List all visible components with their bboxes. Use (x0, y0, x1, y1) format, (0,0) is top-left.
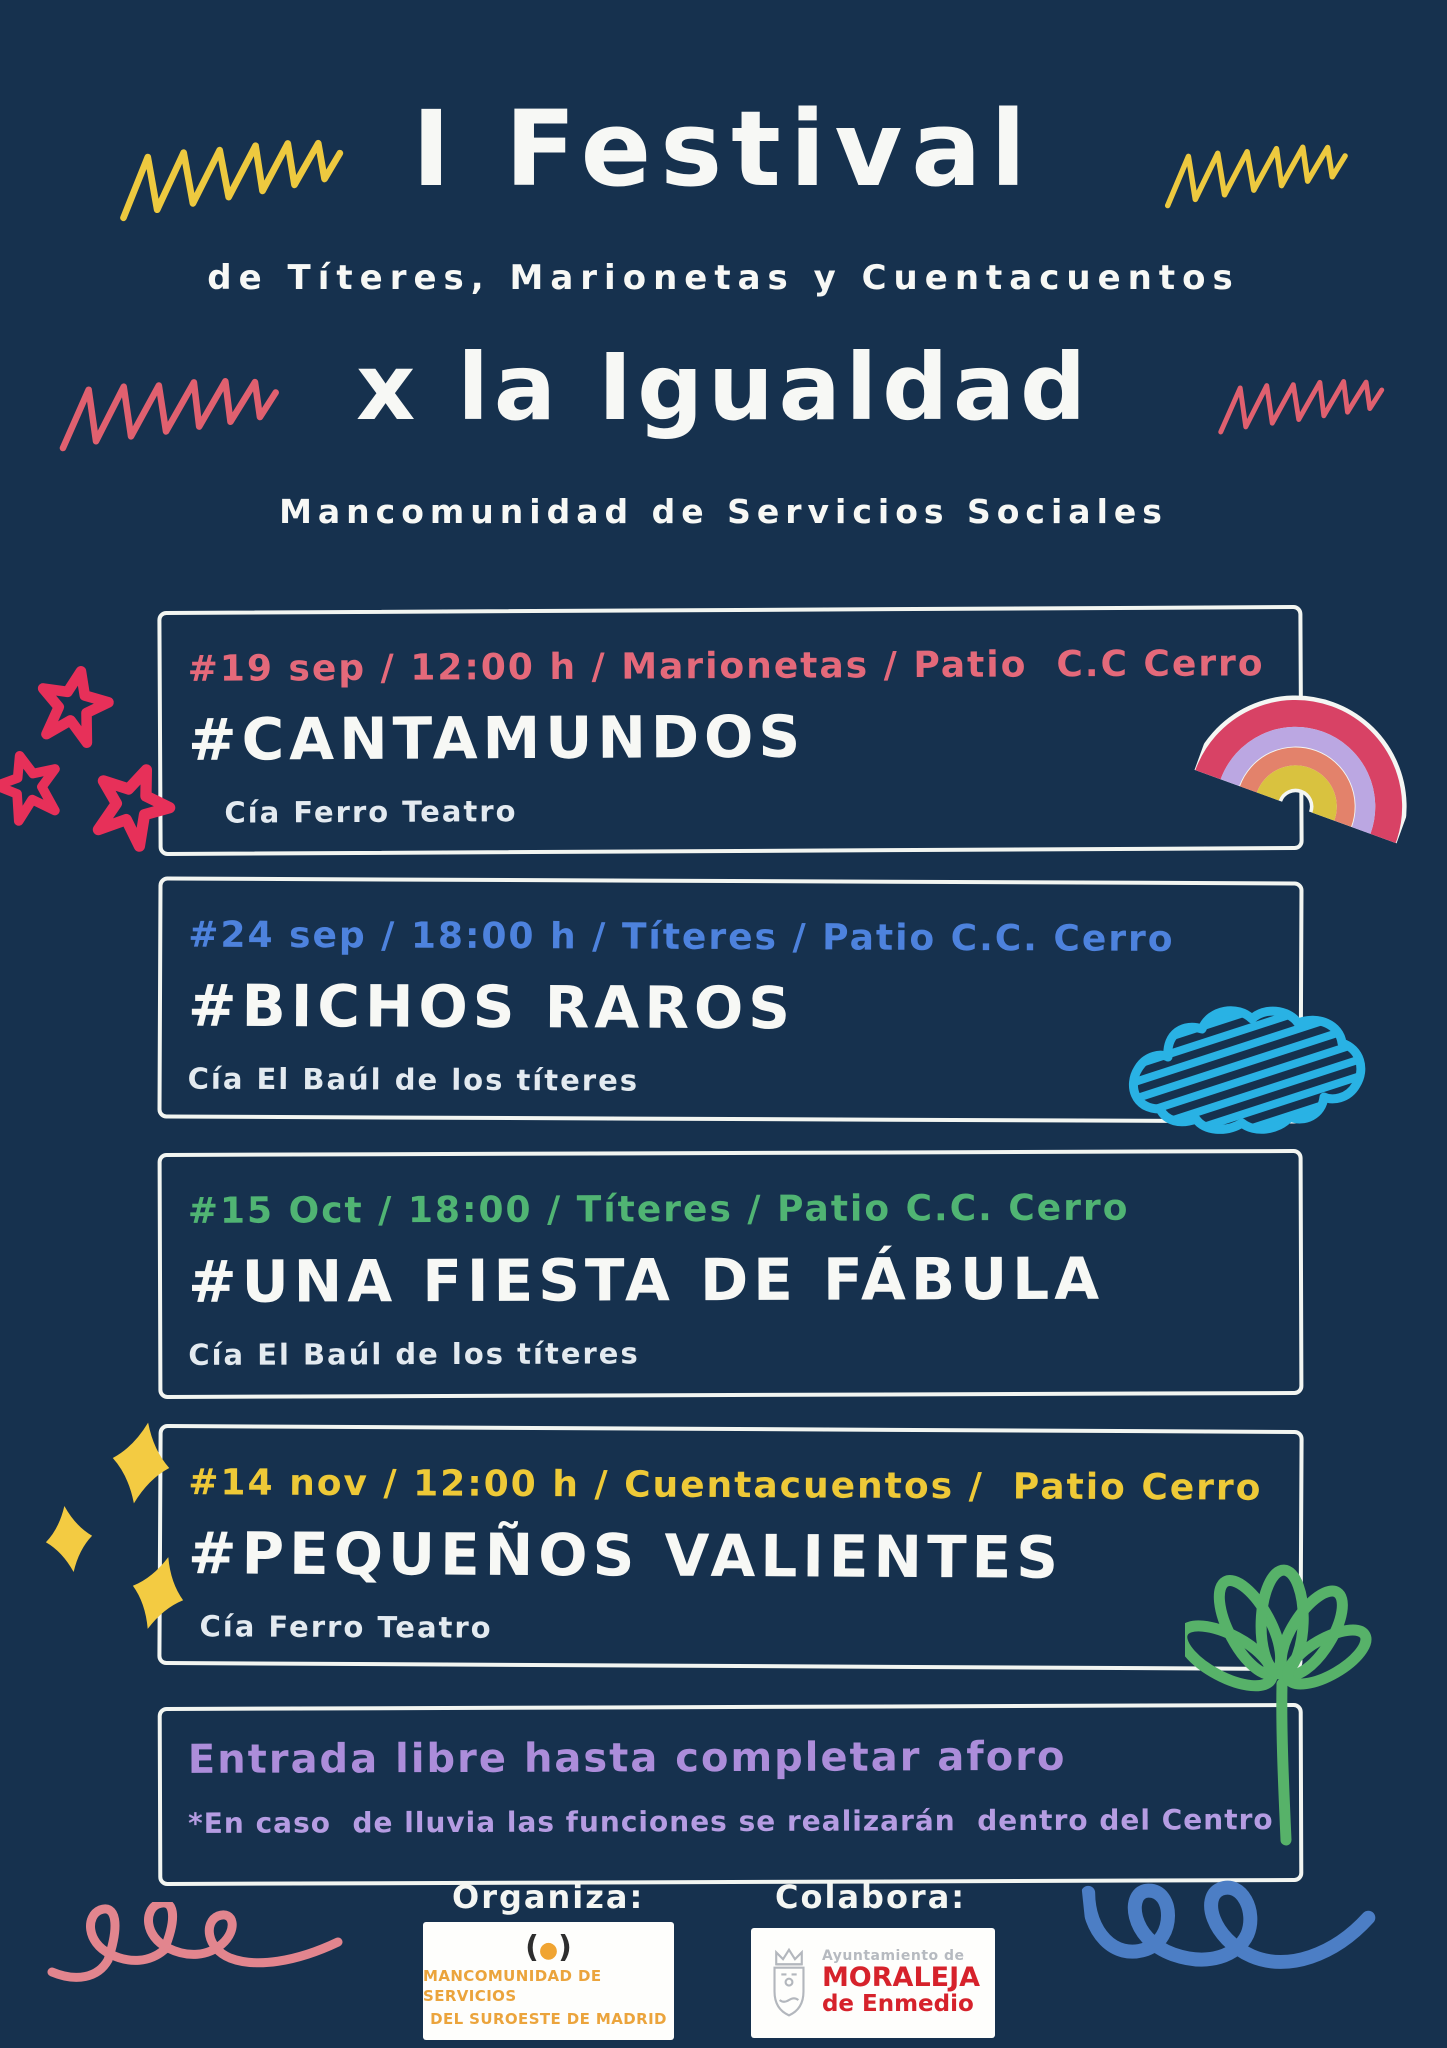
zigzag-pink-left-icon (39, 370, 299, 453)
event-company: Cía El Baúl de los títeres (187, 1061, 640, 1098)
event-date-line: #24 sep / 18:00 h / Títeres / Patio C.C. Cerro (188, 914, 1175, 960)
event-company: Cía El Baúl de los títeres (188, 1336, 640, 1372)
colabora-label: Colabora: (775, 1878, 967, 1916)
diamond-sparkle-icon (39, 1497, 99, 1581)
zigzag-yellow-left-icon (113, 130, 350, 222)
event-box-pequenos-valientes (157, 1424, 1303, 1671)
ayuntamiento-logo (751, 1928, 995, 2038)
loop-squiggle-pink-icon (46, 1902, 346, 1997)
enmedio-line: de Enmedio (821, 1991, 974, 2018)
event-box-una-fiesta-de-fabula (158, 1149, 1304, 1399)
mancomunidad-logo-mark: (●) (525, 1929, 572, 1965)
ayuntamiento-logo-text (822, 1949, 980, 2016)
department-line: Mancomunidad de Servicios Sociales (279, 492, 1168, 531)
notice-footnote: *En caso de lluvia las funciones se realizarán dentro del Centro (188, 1803, 1274, 1840)
mancomunidad-logo (423, 1922, 674, 2040)
flower-icon (1185, 1532, 1375, 1852)
crest-icon (766, 1947, 812, 2019)
event-company: Cía Ferro Teatro (224, 794, 518, 830)
notice-headline: Entrada libre hasta completar aforo (187, 1733, 1067, 1783)
ayuntamiento-line: Ayuntamiento de (821, 1948, 965, 1965)
zigzag-pink-right-icon (1187, 372, 1415, 436)
poster-title: I Festival (411, 88, 1036, 210)
event-title: #BICHOS RAROS (187, 971, 796, 1043)
zigzag-yellow-right-icon (1139, 136, 1374, 210)
event-company: Cía Ferro Teatro (199, 1609, 493, 1645)
star-icon (0, 736, 77, 835)
moraleja-line: MORALEJA (821, 1962, 981, 1994)
loop-squiggle-blue-icon (1078, 1821, 1388, 2048)
cloud-icon (1122, 980, 1372, 1142)
mancomunidad-logo-line1: MANCOMUNIDAD DE SERVICIOS (423, 1966, 602, 2005)
logo-dot-icon: ● (538, 1937, 559, 1963)
event-date-line: #15 Oct / 18:00 / Títeres / Patio C.C. Cerro (187, 1187, 1130, 1232)
mancomunidad-logo-line2: DEL SUROESTE DE MADRID (430, 2010, 667, 2029)
event-title: #UNA FIESTA DE FÁBULA (187, 1244, 1105, 1316)
poster-title-line2: x la Igualdad (355, 334, 1091, 441)
organiza-label: Organiza: (452, 1878, 645, 1916)
event-title: #PEQUEÑOS VALIENTES (187, 1519, 1064, 1592)
event-box-cantamundos (157, 605, 1303, 856)
event-date-line: #19 sep / 12:00 h / Marionetas / Patio C.C Cerro (187, 643, 1265, 690)
event-title: #CANTAMUNDOS (187, 702, 806, 774)
event-date-line: #14 nov / 12:00 h / Cuentacuentos / Patio Cerro (188, 1462, 1263, 1509)
poster-subtitle: de Títeres, Marionetas y Cuentacuentos (207, 258, 1240, 298)
